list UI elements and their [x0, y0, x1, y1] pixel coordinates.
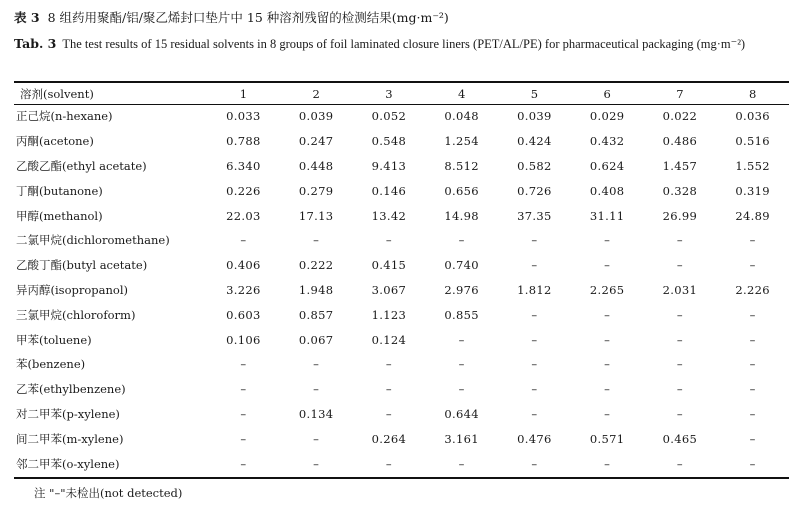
value-cell: 0.146	[371, 183, 407, 198]
value-cell: –	[604, 357, 611, 372]
solvent-name-cell: 邻二甲苯(o-xylene)	[16, 456, 120, 471]
value-cell: 1.457	[662, 158, 698, 173]
value-cell: 0.067	[298, 332, 334, 347]
value-cell: –	[531, 332, 538, 347]
value-cell: –	[604, 332, 611, 347]
value-cell: –	[313, 456, 320, 471]
value-cell: 0.247	[298, 134, 334, 149]
value-cell: –	[313, 357, 320, 372]
solvent-name-cell: 三氯甲烷(chloroform)	[16, 307, 136, 322]
value-cell: 0.328	[662, 183, 698, 198]
value-cell: –	[531, 406, 538, 421]
value-cell: 1.948	[298, 282, 334, 297]
value-cell: –	[749, 456, 756, 471]
value-cell: –	[676, 456, 683, 471]
table-row	[14, 402, 789, 427]
table-caption-english	[14, 33, 784, 55]
value-cell: –	[240, 431, 247, 446]
table-footnote: 注 "–"未检出(not detected)	[34, 486, 183, 500]
value-cell: 0.408	[589, 183, 625, 198]
value-cell: 0.048	[444, 109, 479, 124]
value-cell: 0.603	[226, 307, 261, 322]
value-cell: –	[604, 406, 611, 421]
value-cell: 0.424	[517, 134, 552, 149]
value-cell: 0.656	[444, 183, 479, 198]
value-cell: –	[385, 233, 392, 248]
value-cell: –	[458, 456, 465, 471]
solvent-name-cell: 甲苯(toluene)	[16, 332, 92, 347]
value-cell: 0.516	[735, 134, 770, 149]
value-cell: 1.812	[517, 282, 552, 297]
table-body	[14, 104, 789, 476]
value-cell: 0.855	[444, 307, 479, 322]
value-cell: 17.13	[298, 208, 334, 223]
value-cell: –	[240, 382, 247, 397]
value-cell: –	[531, 357, 538, 372]
table-row	[14, 327, 789, 352]
residual-solvents-table	[14, 83, 789, 476]
value-cell: 37.35	[517, 208, 552, 223]
group-header: 6	[603, 86, 611, 101]
value-cell: –	[313, 233, 320, 248]
value-cell: –	[385, 456, 392, 471]
table-row	[14, 377, 789, 402]
solvent-column-header: 溶剂(solvent)	[20, 86, 94, 101]
value-cell: 3.067	[371, 282, 407, 297]
value-cell: –	[676, 357, 683, 372]
value-cell: 0.486	[662, 134, 698, 149]
value-cell: –	[531, 233, 538, 248]
value-cell: 0.415	[371, 258, 407, 273]
value-cell: 0.644	[444, 406, 479, 421]
value-cell: 0.788	[226, 134, 261, 149]
table-row	[14, 352, 789, 377]
value-cell: –	[749, 332, 756, 347]
value-cell: –	[676, 406, 683, 421]
group-header: 4	[457, 86, 466, 101]
solvent-name-cell: 乙酸乙酯(ethyl acetate)	[16, 158, 147, 173]
table-label-english: Tab. 3	[14, 36, 57, 51]
solvent-name-cell: 乙酸丁酯(butyl acetate)	[16, 258, 148, 273]
group-header: 2	[312, 86, 320, 101]
value-cell: 0.582	[517, 158, 552, 173]
value-cell: –	[676, 332, 683, 347]
value-cell: 26.99	[662, 208, 698, 223]
value-cell: 2.265	[589, 282, 625, 297]
value-cell: –	[749, 233, 756, 248]
value-cell: 2.976	[444, 282, 479, 297]
table-row	[14, 253, 789, 278]
value-cell: 22.03	[226, 208, 261, 223]
value-cell: 0.036	[735, 109, 770, 124]
value-cell: –	[676, 382, 683, 397]
table-row	[14, 451, 789, 476]
value-cell: –	[240, 357, 247, 372]
table-row	[14, 154, 789, 179]
value-cell: –	[749, 307, 756, 322]
value-cell: –	[749, 406, 756, 421]
value-cell: 0.226	[226, 183, 261, 198]
value-cell: –	[531, 382, 538, 397]
value-cell: –	[385, 357, 392, 372]
value-cell: –	[604, 307, 611, 322]
value-cell: 0.476	[517, 431, 552, 446]
value-cell: 0.264	[371, 431, 407, 446]
value-cell: –	[385, 406, 392, 421]
group-header: 1	[239, 86, 248, 101]
table-header-row	[14, 83, 789, 104]
group-header: 3	[385, 86, 393, 101]
value-cell: 13.42	[371, 208, 407, 223]
value-cell: 6.340	[226, 158, 261, 173]
value-cell: 0.465	[662, 431, 698, 446]
solvent-name-cell: 对二甲苯(p-xylene)	[16, 406, 120, 421]
solvent-name-cell: 丁酮(butanone)	[16, 183, 103, 198]
value-cell: 0.052	[371, 109, 407, 124]
table-row	[14, 426, 789, 451]
value-cell: 1.254	[444, 134, 479, 149]
value-cell: 1.123	[371, 307, 407, 322]
value-cell: 31.11	[589, 208, 625, 223]
value-cell: 2.031	[662, 282, 698, 297]
value-cell: 0.571	[589, 431, 625, 446]
value-cell: –	[604, 233, 611, 248]
value-cell: 0.039	[298, 109, 334, 124]
value-cell: –	[240, 406, 247, 421]
value-cell: –	[458, 233, 465, 248]
value-cell: –	[676, 233, 683, 248]
value-cell: 8.512	[444, 158, 479, 173]
solvent-name-cell: 间二甲苯(m-xylene)	[16, 431, 124, 446]
table-row	[14, 178, 789, 203]
table-bottom-rule	[14, 477, 789, 479]
solvent-name-cell: 苯(benzene)	[16, 357, 86, 372]
value-cell: 0.857	[298, 307, 334, 322]
value-cell: 0.432	[589, 134, 625, 149]
value-cell: 0.726	[517, 183, 552, 198]
table-caption-chinese	[14, 8, 449, 26]
value-cell: 0.039	[517, 109, 552, 124]
value-cell: 2.226	[735, 282, 770, 297]
value-cell: –	[604, 382, 611, 397]
value-cell: –	[604, 258, 611, 273]
value-cell: –	[749, 431, 756, 446]
value-cell: 0.624	[589, 158, 625, 173]
value-cell: 0.134	[298, 406, 334, 421]
group-header: 5	[530, 86, 539, 101]
value-cell: 0.033	[226, 109, 261, 124]
value-cell: 0.279	[298, 183, 334, 198]
solvent-name-cell: 甲醇(methanol)	[16, 208, 103, 223]
value-cell: –	[749, 357, 756, 372]
solvent-name-cell: 正己烷(n-hexane)	[16, 109, 113, 124]
solvent-name-cell: 二氯甲烷(dichloromethane)	[16, 233, 170, 248]
value-cell: 3.161	[444, 431, 479, 446]
table-title-chinese: 8 组药用聚酯/铝/聚乙烯封口垫片中 15 种溶剂残留的检测结果(mg·m⁻²)	[47, 10, 449, 25]
value-cell: 0.106	[226, 332, 261, 347]
value-cell: –	[531, 307, 538, 322]
value-cell: –	[458, 382, 465, 397]
value-cell: 0.448	[298, 158, 334, 173]
value-cell: 9.413	[371, 158, 407, 173]
value-cell: 0.222	[298, 258, 334, 273]
value-cell: –	[458, 332, 465, 347]
value-cell: –	[749, 382, 756, 397]
value-cell: 0.406	[226, 258, 261, 273]
solvent-name-cell: 异丙醇(isopropanol)	[16, 282, 128, 297]
table-row	[14, 129, 789, 154]
value-cell: 0.029	[589, 109, 625, 124]
value-cell: 3.226	[226, 282, 261, 297]
table-row	[14, 302, 789, 327]
value-cell: –	[531, 456, 538, 471]
value-cell: 0.319	[735, 183, 770, 198]
value-cell: –	[313, 431, 320, 446]
value-cell: –	[385, 382, 392, 397]
value-cell: 0.022	[662, 109, 698, 124]
value-cell: –	[531, 258, 538, 273]
value-cell: –	[240, 233, 247, 248]
table-row	[14, 104, 789, 129]
value-cell: 0.740	[444, 258, 479, 273]
table-label-chinese: 表 3	[14, 10, 40, 25]
table-row	[14, 203, 789, 228]
solvent-name-cell: 乙苯(ethylbenzene)	[16, 382, 126, 397]
value-cell: 24.89	[735, 208, 770, 223]
value-cell: 0.124	[371, 332, 407, 347]
value-cell: –	[458, 357, 465, 372]
group-header: 8	[748, 86, 757, 101]
value-cell: 1.552	[735, 158, 770, 173]
value-cell: –	[313, 382, 320, 397]
value-cell: –	[676, 258, 683, 273]
table-row	[14, 228, 789, 253]
value-cell: 0.548	[371, 134, 407, 149]
value-cell: 14.98	[444, 208, 479, 223]
group-header: 7	[676, 86, 684, 101]
value-cell: –	[604, 456, 611, 471]
table-title-english: The test results of 15 residual solvents in 8 groups of foil laminated closure liners (PET/AL/PE) for pharmaceutical packaging (mg·m⁻²)	[62, 37, 746, 51]
solvent-name-cell: 丙酮(acetone)	[16, 134, 94, 149]
value-cell: –	[240, 456, 247, 471]
value-cell: –	[676, 307, 683, 322]
value-cell: –	[749, 258, 756, 273]
table-row	[14, 278, 789, 303]
